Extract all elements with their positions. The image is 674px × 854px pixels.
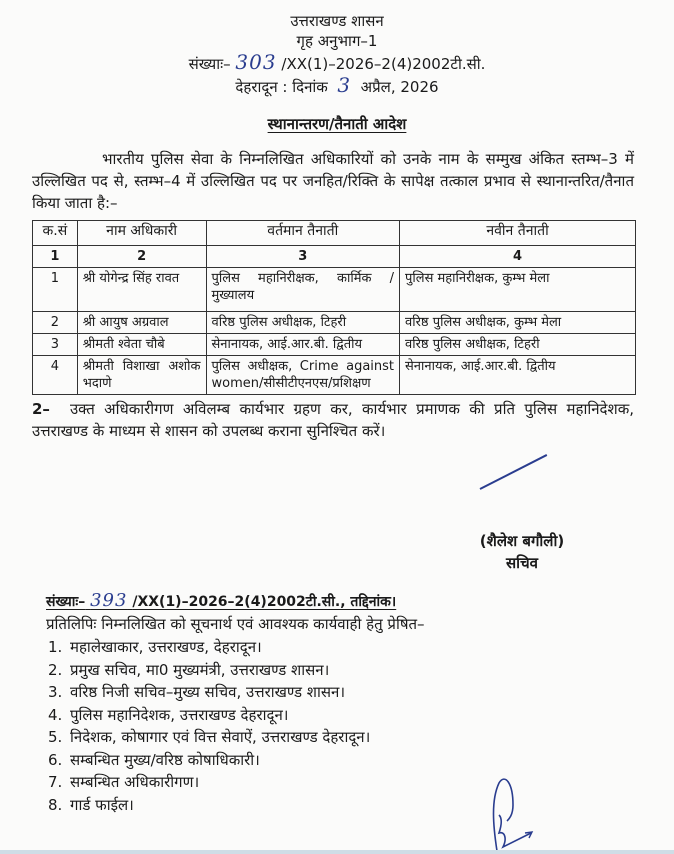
order-title: स्थानान्तरण/तैनाती आदेश	[267, 115, 407, 133]
order-date	[0, 73, 674, 97]
paragraph-number: 2–	[32, 400, 50, 418]
column-number: 3	[206, 246, 400, 268]
list-number: 1.	[48, 638, 63, 656]
header-officer-name: नाम अधिकारी	[77, 221, 206, 246]
page-bottom-edge	[0, 850, 674, 854]
row-serial: 4	[33, 356, 78, 395]
order-paragraph-1: भारतीय पुलिस सेवा के निम्नलिखित अधिकारियों को उनके नाम के सम्मुख अंकित स्तम्भ–3 में उल्लिखित पद से, स्तम्भ–4 में उल्लिखित पद पर जनहित/रिक्ति के सापेक्ष तत्काल प्रभाव से स्थानान्तरित/तैनात किया जाता है:–	[32, 150, 634, 212]
order-number	[0, 50, 674, 74]
date-handwritten: 3	[337, 73, 352, 97]
copy-number-suffix: /XX(1)–2026–2(4)2002टी.सी., तद्दिनांक।	[132, 594, 397, 610]
list-item	[48, 704, 370, 727]
column-number: 2	[77, 246, 206, 268]
row-new-posting: वरिष्ठ पुलिस अधीक्षक, टिहरी	[400, 334, 636, 356]
list-number: 4.	[48, 705, 63, 724]
recipient-text: वरिष्ठ निजी सचिव–मुख्य सचिव, उत्तराखण्ड शासन।	[70, 683, 346, 701]
row-serial: 3	[33, 334, 78, 356]
recipient-text: पुलिस महानिदेशक, उत्तराखण्ड देहरादून।	[70, 705, 289, 724]
copy-number-handwritten: 393	[90, 590, 128, 611]
copy-intro: प्रतिलिपिः निम्नलिखित को सूचनार्थ एवं आवश्यक कार्यवाही हेतु प्रेषित–	[46, 615, 425, 633]
signatory-designation: सचिव	[506, 554, 538, 572]
list-number: 5.	[48, 728, 63, 746]
row-serial: 1	[33, 268, 78, 312]
row-officer-name: श्री योगेन्द्र सिंह रावत	[77, 268, 206, 312]
order-number-suffix: /XX(1)–2026–2(4)2002टी.सी.	[281, 55, 486, 73]
copy-recipient-list	[48, 636, 370, 816]
signatory-name: (शैलेश बगौली)	[479, 532, 565, 550]
row-serial: 2	[33, 312, 78, 334]
column-number-row	[33, 246, 636, 268]
date-suffix: अप्रैल, 2026	[360, 78, 439, 96]
row-new-posting: पुलिस महानिरीक्षक, कुम्भ मेला	[400, 268, 636, 312]
list-number: 3.	[48, 683, 63, 701]
header-serial: क.सं	[33, 221, 78, 246]
list-item	[48, 749, 370, 772]
table-row	[33, 334, 636, 356]
row-new-posting: सेनानायक, आई.आर.बी. द्वितीय	[400, 356, 636, 395]
row-current-posting: पुलिस अधीक्षक, Crime against women/सीसीटीएनएस/प्रशिक्षण	[206, 356, 400, 395]
recipient-text: सम्बन्धित अधिकारीगण।	[70, 773, 200, 791]
place-date-label: देहरादून : दिनांक	[235, 78, 328, 96]
list-number: 6.	[48, 750, 63, 769]
list-item	[48, 681, 370, 704]
copy-reference-number	[46, 590, 396, 611]
list-item	[48, 794, 370, 817]
order-paragraph-2	[32, 398, 634, 442]
signatory-block	[462, 530, 582, 574]
signature-stroke	[480, 454, 548, 490]
column-number: 1	[33, 246, 78, 268]
order-number-handwritten: 303	[235, 50, 277, 74]
table-row	[33, 356, 636, 395]
row-officer-name: श्रीमती श्वेता चौबे	[77, 334, 206, 356]
paragraph-2-text: उक्त अधिकारीगण अविलम्ब कार्यभार ग्रहण कर, कार्यभार प्रमाणक की प्रति पुलिस महानिदेशक, उत्तराखण्ड के माध्यम से शासन को उपलब्ध कराना सुनिश्चित करें।	[32, 400, 634, 440]
list-item	[48, 636, 370, 659]
list-number: 2.	[48, 660, 63, 679]
copy-number-label: संख्याः–	[46, 594, 86, 610]
column-number: 4	[400, 246, 636, 268]
transfer-table	[32, 220, 636, 395]
header-current-posting: वर्तमान तैनाती	[206, 221, 400, 246]
department-name: गृह अनुभाग–1	[296, 32, 378, 50]
recipient-text: प्रमुख सचिव, मा0 मुख्यमंत्री, उत्तराखण्ड शासन।	[70, 660, 330, 679]
row-officer-name: श्री आयुष अग्रवाल	[77, 312, 206, 334]
order-number-label: संख्याः–	[188, 55, 231, 73]
list-number: 8.	[48, 795, 63, 814]
recipient-text: सम्बन्धित मुख्य/वरिष्ठ कोषाधिकारी।	[70, 750, 260, 769]
table-header-row	[33, 221, 636, 246]
list-item	[48, 659, 370, 682]
recipient-text: गार्ड फाईल।	[70, 795, 134, 814]
row-current-posting: सेनानायक, आई.आर.बी. द्वितीय	[206, 334, 400, 356]
row-officer-name: श्रीमती विशाखा अशोक भदाणे	[77, 356, 206, 395]
initials-signature-icon	[485, 775, 545, 853]
row-current-posting: वरिष्ठ पुलिस अधीक्षक, टिहरी	[206, 312, 400, 334]
recipient-text: निदेशक, कोषागार एवं वित्त सेवाऐं, उत्तराखण्ड देहरादून।	[70, 728, 371, 746]
row-current-posting: पुलिस महानिरीक्षक, कार्मिक /मुख्यालय	[206, 268, 400, 312]
list-number: 7.	[48, 773, 63, 791]
header-new-posting: नवीन तैनाती	[400, 221, 636, 246]
government-name: उत्तराखण्ड शासन	[290, 12, 384, 30]
table-row	[33, 268, 636, 312]
recipient-text: महालेखाकार, उत्तराखण्ड, देहरादून।	[70, 638, 262, 656]
row-new-posting: वरिष्ठ पुलिस अधीक्षक, कुम्भ मेला	[400, 312, 636, 334]
list-item	[48, 726, 370, 749]
list-item	[48, 771, 370, 794]
table-row	[33, 312, 636, 334]
